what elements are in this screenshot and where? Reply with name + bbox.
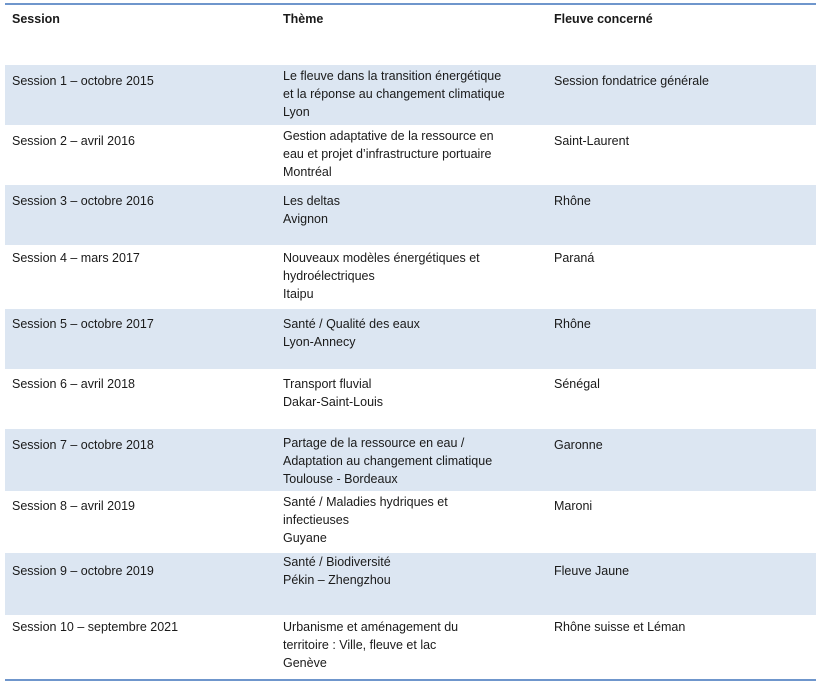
cell-river: Rhône xyxy=(554,317,591,331)
table-header-row xyxy=(5,5,816,65)
cell-river: Rhône suisse et Léman xyxy=(554,620,686,634)
cell-river: Paraná xyxy=(554,251,595,265)
theme-line: Lyon-Annecy xyxy=(283,335,356,349)
cell-river: Sénégal xyxy=(554,377,600,391)
theme-line: Guyane xyxy=(283,531,327,545)
table-row xyxy=(5,245,816,309)
theme-line: Toulouse - Bordeaux xyxy=(283,472,398,486)
cell-theme xyxy=(283,315,533,351)
theme-line: Nouveaux modèles énergétiques et xyxy=(283,251,480,265)
header-river: Fleuve concerné xyxy=(554,12,653,26)
theme-line: Dakar-Saint-Louis xyxy=(283,395,384,409)
theme-line: Itaipu xyxy=(283,287,314,301)
table-row xyxy=(5,185,816,245)
table-row xyxy=(5,429,816,491)
cell-theme xyxy=(283,493,533,547)
theme-line: infectieuses xyxy=(283,513,350,527)
theme-line: Santé / Maladies hydriques et xyxy=(283,495,448,509)
theme-line: Partage de la ressource en eau / xyxy=(283,436,465,450)
cell-river: Session fondatrice générale xyxy=(554,74,709,88)
theme-line: Le fleuve dans la transition énergétique xyxy=(283,69,502,83)
header-session: Session xyxy=(12,12,60,26)
header-theme: Thème xyxy=(283,12,324,26)
table-row xyxy=(5,615,816,679)
table-row xyxy=(5,125,816,185)
cell-river: Saint-Laurent xyxy=(554,134,630,148)
theme-line: Avignon xyxy=(283,212,328,226)
cell-session: Session 8 – avril 2019 xyxy=(12,499,135,513)
cell-theme xyxy=(283,553,533,589)
cell-river: Fleuve Jaune xyxy=(554,564,630,578)
cell-river: Garonne xyxy=(554,438,603,452)
theme-line: Adaptation au changement climatique xyxy=(283,454,493,468)
table-bottom-rule xyxy=(5,679,816,681)
cell-theme xyxy=(283,375,533,411)
cell-session: Session 2 – avril 2016 xyxy=(12,134,135,148)
cell-session: Session 6 – avril 2018 xyxy=(12,377,135,391)
cell-session: Session 3 – octobre 2016 xyxy=(12,194,154,208)
theme-line: eau et projet d’infrastructure portuaire xyxy=(283,147,492,161)
cell-theme xyxy=(283,67,533,121)
cell-session: Session 9 – octobre 2019 xyxy=(12,564,154,578)
cell-river: Maroni xyxy=(554,499,593,513)
cell-session: Session 10 – septembre 2021 xyxy=(12,620,179,634)
theme-line: Gestion adaptative de la ressource en xyxy=(283,129,494,143)
table-row xyxy=(5,65,816,125)
theme-line: Transport fluvial xyxy=(283,377,372,391)
theme-line: Genève xyxy=(283,656,327,670)
cell-theme xyxy=(283,618,533,672)
theme-line: hydroélectriques xyxy=(283,269,375,283)
theme-line: Santé / Qualité des eaux xyxy=(283,317,420,331)
sessions-table xyxy=(5,3,816,681)
theme-line: Pékin – Zhengzhou xyxy=(283,573,391,587)
theme-line: Les deltas xyxy=(283,194,340,208)
theme-line: et la réponse au changement climatique xyxy=(283,87,505,101)
table-row xyxy=(5,553,816,615)
theme-line: Montréal xyxy=(283,165,332,179)
cell-session: Session 4 – mars 2017 xyxy=(12,251,140,265)
cell-river: Rhône xyxy=(554,194,591,208)
cell-theme xyxy=(283,127,533,181)
cell-session: Session 1 – octobre 2015 xyxy=(12,74,154,88)
cell-theme xyxy=(283,249,533,303)
table-row xyxy=(5,369,816,429)
theme-line: Urbanisme et aménagement du xyxy=(283,620,459,634)
table-row xyxy=(5,309,816,369)
cell-theme xyxy=(283,434,533,488)
theme-line: territoire : Ville, fleuve et lac xyxy=(283,638,437,652)
theme-line: Santé / Biodiversité xyxy=(283,555,391,569)
cell-session: Session 5 – octobre 2017 xyxy=(12,317,154,331)
theme-line: Lyon xyxy=(283,105,310,119)
table-row xyxy=(5,491,816,553)
cell-theme xyxy=(283,192,533,228)
cell-session: Session 7 – octobre 2018 xyxy=(12,438,154,452)
